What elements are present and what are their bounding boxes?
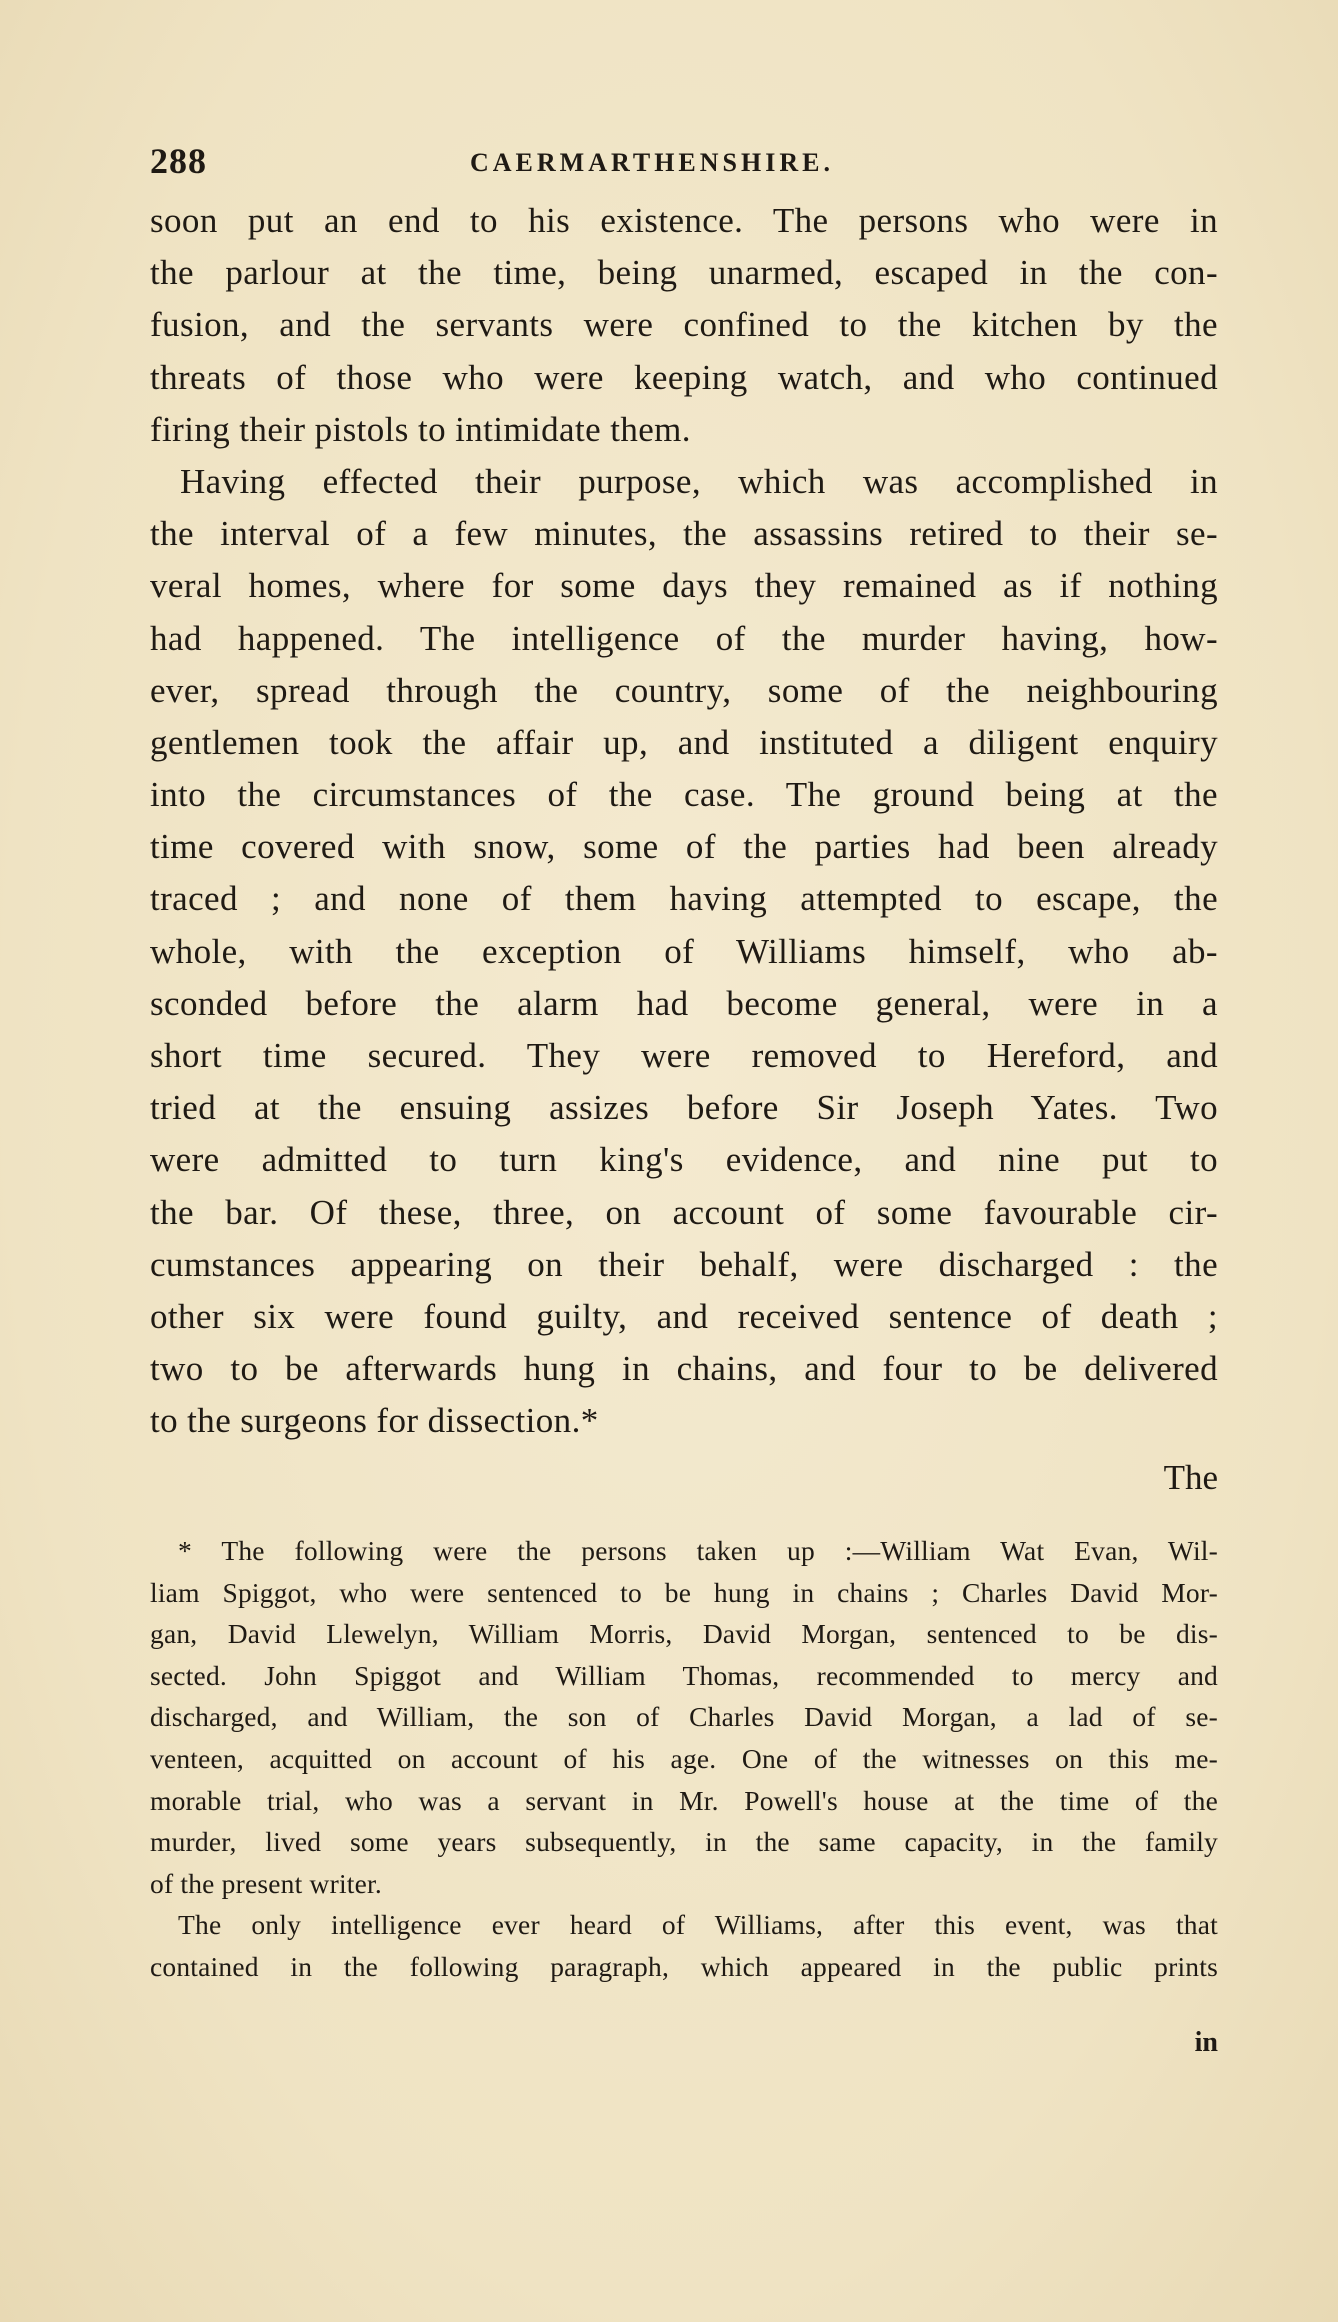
running-head: CAERMARTHENSHIRE. [470,148,834,177]
text-line: the bar. Of these, three, on account of some favourable cir- [150,1192,1218,1232]
text-line: tried at the ensuing assizes before Sir Joseph Yates. Two [150,1088,1218,1128]
footnote-line: * The following were the persons taken up :—William Wat Evan, Wil- [178,1535,1218,1566]
footnote-catchword: in [1194,2027,1218,2058]
footnote-line: contained in the following paragraph, which appeared in the public prints [150,1950,1218,1982]
catchword: The [1163,1458,1218,1497]
text-line: into the circumstances of the case. The ground being at the [150,775,1218,815]
text-line: Having effected their purpose, which was accomplished in [180,461,1218,501]
text-line: the interval of a few minutes, the assassins retired to their se- [150,514,1218,554]
text-line: time covered with snow, some of the parties had been already [150,827,1218,867]
page-header [150,140,1240,180]
text-line: firing their pistols to intimidate them. [150,409,691,449]
text-line: whole, with the exception of Williams himself, who ab- [150,931,1218,971]
footnote-line: liam Spiggot, who were sentenced to be hung in chains ; Charles David Mor- [150,1576,1218,1608]
text-line: the parlour at the time, being unarmed, escaped in the con- [150,253,1218,293]
main-text [150,195,1218,1448]
text-line: fusion, and the servants were confined to the kitchen by the [150,305,1218,345]
text-line: gentlemen took the affair up, and instituted a diligent enquiry [150,722,1218,762]
text-line: had happened. The intelligence of the murder having, how- [150,618,1218,658]
text-line: other six were found guilty, and received sentence of death ; [150,1296,1218,1336]
text-line: ever, spread through the country, some of the neighbouring [150,670,1218,710]
footnote-line: discharged, and William, the son of Charles David Morgan, a lad of se- [150,1701,1218,1733]
text-line: were admitted to turn king's evidence, and nine put to [150,1140,1218,1180]
text-line: veral homes, where for some days they remained as if nothing [150,566,1218,606]
footnote-line: morable trial, who was a servant in Mr. Powell's house at the time of the [150,1784,1218,1816]
text-line: to the surgeons for dissection.* [150,1401,599,1441]
text-line: threats of those who were keeping watch, and who continued [150,357,1218,397]
footnote-line: The only intelligence ever heard of Williams, after this event, was that [178,1909,1218,1941]
page-number: 288 [150,141,207,181]
text-line: soon put an end to his existence. The persons who were in [150,201,1218,240]
text-line: traced ; and none of them having attempted to escape, the [150,879,1218,919]
footnote [150,1530,1218,1988]
footnote-line: of the present writer. [150,1867,382,1899]
footnote-line: gan, David Llewelyn, William Morris, David Morgan, sentenced to be dis- [150,1618,1218,1650]
footnote-line: venteen, acquitted on account of his age. One of the witnesses on this me- [150,1742,1218,1774]
text-line: cumstances appearing on their behalf, were discharged : the [150,1244,1218,1284]
text-line: short time secured. They were removed to Hereford, and [150,1036,1218,1075]
footnote-line: sected. John Spiggot and William Thomas, recommended to mercy and [150,1659,1218,1691]
text-line: sconded before the alarm had become general, were in a [150,983,1218,1023]
footnote-line: murder, lived some years subsequently, in the same capacity, in the family [150,1826,1218,1858]
text-line: two to be afterwards hung in chains, and four to be delivered [150,1349,1218,1389]
